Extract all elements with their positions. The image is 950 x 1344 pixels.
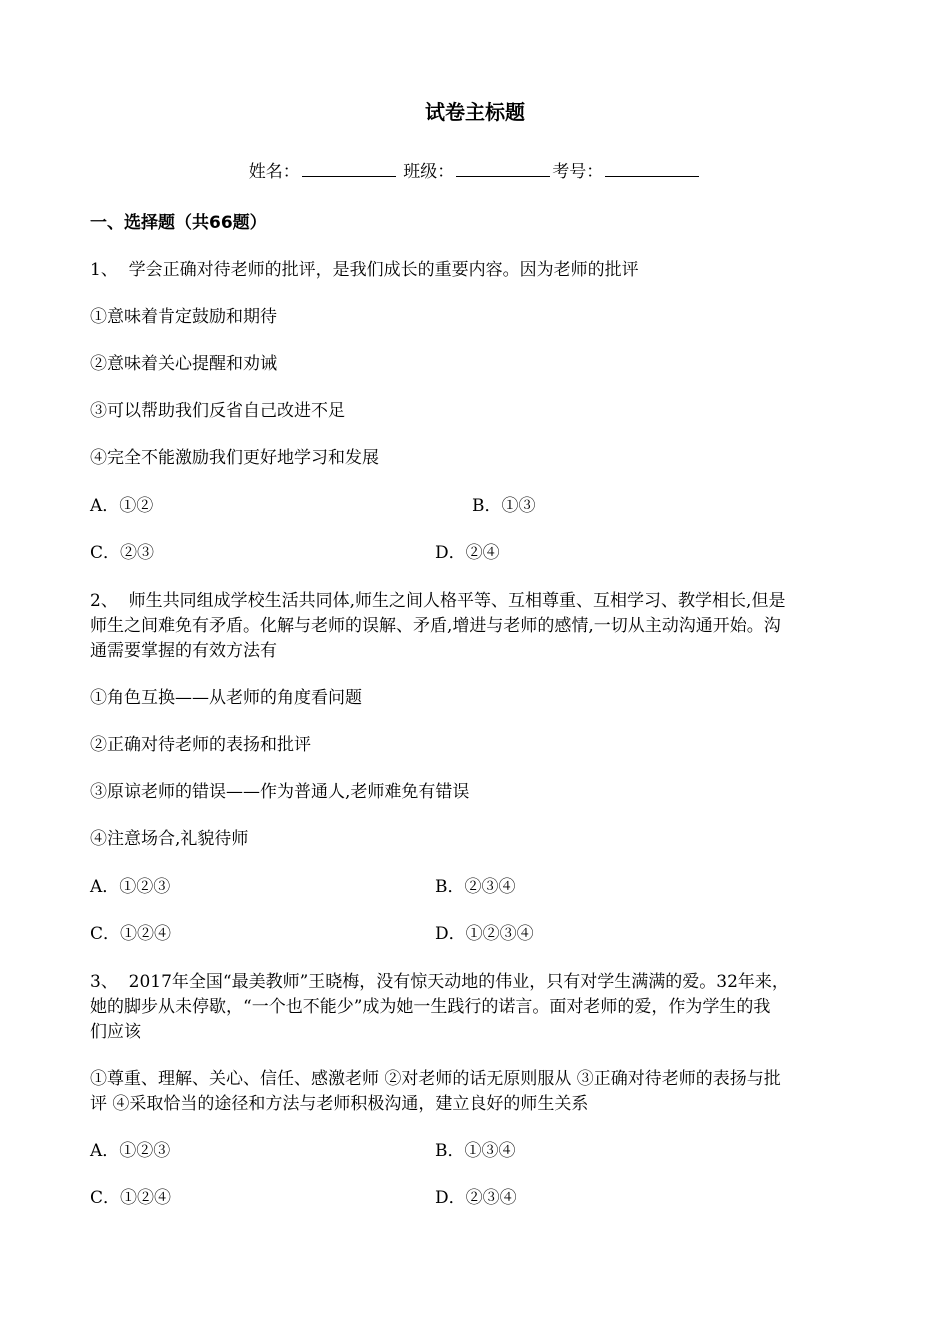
number-blank bbox=[605, 158, 699, 177]
question-3-statements-line-1: ①尊重、理解、关心、信任、感激老师 ②对老师的话无原则服从 ③正确对待老师的表扬与批 bbox=[90, 1069, 781, 1089]
question-3-stem-line-2: 她的脚步从未停歇，“一个也不能少”成为她一生践行的诺言。面对老师的爱，作为学生的我 bbox=[90, 997, 771, 1017]
question-1-statement-3: ③可以帮助我们反省自己改进不足 bbox=[90, 401, 345, 421]
question-3-stem-line-1 bbox=[90, 970, 865, 995]
class-blank bbox=[456, 158, 550, 177]
question-1-statement-2: ②意味着关心提醒和劝诫 bbox=[90, 354, 277, 374]
question-2-stem-line-2: 师生之间难免有矛盾。化解与老师的误解、矛盾,增进与老师的感情,一切从主动沟通开始。沟 bbox=[90, 616, 781, 636]
question-stem: 2017年全国“最美教师”王晓梅，没有惊天动地的伟业，只有对学生满满的爱。32年来， bbox=[128, 972, 789, 992]
question-2-stem-line-3: 通需要掌握的有效方法有 bbox=[90, 641, 277, 661]
question-2-statement-3: ③原谅老师的错误——作为普通人,老师难免有错误 bbox=[90, 782, 470, 802]
question-1-statement-4: ④完全不能激励我们更好地学习和发展 bbox=[90, 448, 379, 468]
number-label: 考号： bbox=[552, 162, 604, 182]
question-number: 2、 bbox=[90, 591, 118, 611]
question-3-stem-line-3: 们应该 bbox=[90, 1022, 141, 1042]
question-1-option-a: A．①② bbox=[90, 496, 154, 516]
question-3-option-a: A．①②③ bbox=[90, 1141, 171, 1161]
question-2-option-d: D．①②③④ bbox=[435, 924, 534, 944]
question-1-statement-1: ①意味着肯定鼓励和期待 bbox=[90, 307, 277, 327]
question-number: 3、 bbox=[90, 972, 118, 992]
question-3-statements-line-2: 评 ④采取恰当的途径和方法与老师积极沟通，建立良好的师生关系 bbox=[90, 1094, 589, 1114]
question-2-option-c: C．①②④ bbox=[90, 924, 172, 944]
question-2-option-b: B．②③④ bbox=[435, 877, 516, 897]
exam-title: 试卷主标题 bbox=[425, 100, 525, 124]
question-number: 1、 bbox=[90, 260, 118, 280]
question-stem: 学会正确对待老师的批评，是我们成长的重要内容。因为老师的批评 bbox=[128, 260, 639, 280]
question-2-stem-line-1 bbox=[90, 589, 865, 614]
question-3-option-b: B．①③④ bbox=[435, 1141, 516, 1161]
question-3-option-c: C．①②④ bbox=[90, 1188, 172, 1208]
section-heading: 一、选择题（共66题） bbox=[90, 213, 267, 233]
student-info-line bbox=[0, 158, 950, 185]
question-1-option-b: B．①③ bbox=[472, 496, 536, 516]
name-blank bbox=[302, 158, 396, 177]
question-3-option-d: D．②③④ bbox=[435, 1188, 517, 1208]
question-2-statement-4: ④注意场合,礼貌待师 bbox=[90, 829, 249, 849]
name-label: 姓名： bbox=[248, 162, 300, 182]
question-2-statement-2: ②正确对待老师的表扬和批评 bbox=[90, 735, 311, 755]
question-1-stem bbox=[90, 258, 865, 283]
class-label: 班级： bbox=[403, 162, 455, 182]
question-stem: 师生共同组成学校生活共同体,师生之间人格平等、互相尊重、互相学习、教学相长,但是 bbox=[128, 591, 786, 611]
question-2-option-a: A．①②③ bbox=[90, 877, 171, 897]
question-1-option-c: C．②③ bbox=[90, 543, 155, 563]
question-1-option-d: D．②④ bbox=[435, 543, 500, 563]
question-2-statement-1: ①角色互换——从老师的角度看问题 bbox=[90, 688, 362, 708]
